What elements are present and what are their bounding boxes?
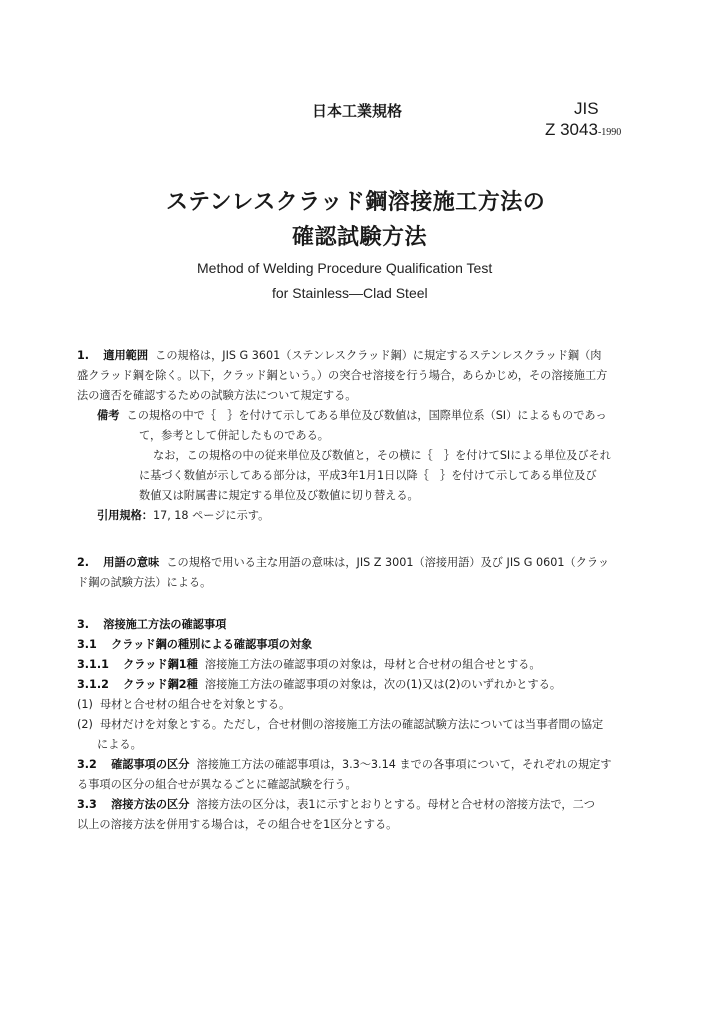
note-text4: に基づく数値が示してある部分は，平成3年1月1日以降｛ ｝を付けて示してある単位及び [139, 469, 597, 482]
s311-heading: クラッド鋼1種 [123, 658, 198, 671]
standard-year: -1990 [597, 127, 622, 138]
section-2 [77, 553, 647, 593]
title-line1: ステンレスクラッド鋼溶接施工方法の [166, 190, 546, 215]
sec1-ref [97, 506, 647, 526]
s311-num: 3.1.1 [77, 658, 109, 671]
s31-line [77, 635, 647, 655]
sec3-num: 3. [77, 618, 90, 631]
item2-text2: による。 [97, 738, 142, 751]
s33-line [77, 795, 647, 815]
section-1 [77, 346, 647, 526]
s312-heading: クラッド鋼2種 [123, 678, 198, 691]
header-jis: JIS [574, 99, 599, 118]
section-3 [77, 615, 647, 835]
sec2-num: 2. [77, 556, 90, 569]
sec2-text2: ド鋼の試験方法）による。 [77, 576, 212, 589]
item2-line [77, 715, 647, 735]
s32-text2: る事項の区分の組合せが異なるごとに確認試験を行う。 [77, 778, 357, 791]
note-text2: て，参考として併記したものである。 [139, 429, 329, 442]
note-text1: この規格の中で｛ ｝を付けて示してある単位及び数値は，国際単位系（SI）によるものであっ [126, 409, 607, 422]
s312-text: 溶接施工方法の確認事項の対象は，次の(1)又は(2)のいずれかとする。 [204, 678, 562, 691]
sec1-text2: 盛クラッド鋼を除く。以下，クラッド鋼という。）の突合せ溶接を行う場合，あらかじめ，その溶接施工方 [77, 369, 608, 382]
s312-line [77, 675, 647, 695]
item1-text: 母材と合せ材の組合せを対象とする。 [99, 698, 291, 711]
sec3-line [77, 615, 647, 635]
s312-num: 3.1.2 [77, 678, 109, 691]
title-en-line1: Method of Welding Procedure Qualification Test [197, 260, 493, 276]
sec3-heading: 溶接施工方法の確認事項 [103, 618, 227, 631]
s32-heading: 確認事項の区分 [111, 758, 190, 771]
ref-text: 17, 18 ページに示す。 [152, 509, 270, 522]
s32-num: 3.2 [77, 758, 97, 771]
item1-line [77, 695, 647, 715]
sec1-note [97, 406, 647, 426]
sec2-text1: この規格で用いる主な用語の意味は，JIS Z 3001（溶接用語）及び JIS G 0601（クラッ [166, 556, 610, 569]
sec1-text3: 法の適否を確認するための試験方法について規定する。 [77, 389, 357, 402]
s31-num: 3.1 [77, 638, 97, 651]
title-en-line2: for Stainless—Clad Steel [272, 285, 428, 301]
sec1-text1: この規格は，JIS G 3601（ステンレスクラッド鋼）に規定するステンレスクラッド鋼（肉 [155, 349, 602, 362]
sec1-heading: 適用範囲 [103, 349, 149, 362]
item2-text1: 母材だけを対象とする。ただし，合せ材側の溶接施工方法の確認試験方法については当事者間の協定 [99, 718, 604, 731]
item1-marker: (1) [77, 698, 93, 711]
s32-line [77, 755, 647, 775]
sec1-line1 [77, 346, 647, 366]
header-standard-number [545, 120, 621, 140]
title-line2: 確認試験方法 [292, 225, 428, 250]
note-text5: 数値又は附属書に規定する単位及び数値に切り替える。 [139, 489, 419, 502]
standard-number: Z 3043 [545, 120, 598, 139]
sec1-num: 1. [77, 349, 90, 362]
sec2-heading: 用語の意味 [103, 556, 160, 569]
s31-heading: クラッド鋼の種別による確認事項の対象 [111, 638, 313, 651]
s33-text2: 以上の溶接方法を併用する場合は，その組合せを1区分とする。 [77, 818, 398, 831]
s33-heading: 溶接方法の区分 [111, 798, 190, 811]
header-org: 日本工業規格 [312, 102, 403, 120]
sec2-line1 [77, 553, 647, 573]
s32-text1: 溶接施工方法の確認事項は，3.3～3.14 までの各事項について，それぞれの規定す [196, 758, 612, 771]
s33-text1: 溶接方法の区分は，表1に示すとおりとする。母材と合せ材の溶接方法で，二つ [196, 798, 595, 811]
ref-label: 引用規格： [97, 509, 153, 522]
note-text3: なお，この規格の中の従来単位及び数値と，その横に｛ ｝を付けてSIによる単位及びそれ [153, 449, 611, 462]
s311-line [77, 655, 647, 675]
note-label: 備考 [97, 409, 120, 422]
s33-num: 3.3 [77, 798, 97, 811]
s311-text: 溶接施工方法の確認事項の対象は，母材と合せ材の組合せとする。 [204, 658, 541, 671]
item2-marker: (2) [77, 718, 93, 731]
